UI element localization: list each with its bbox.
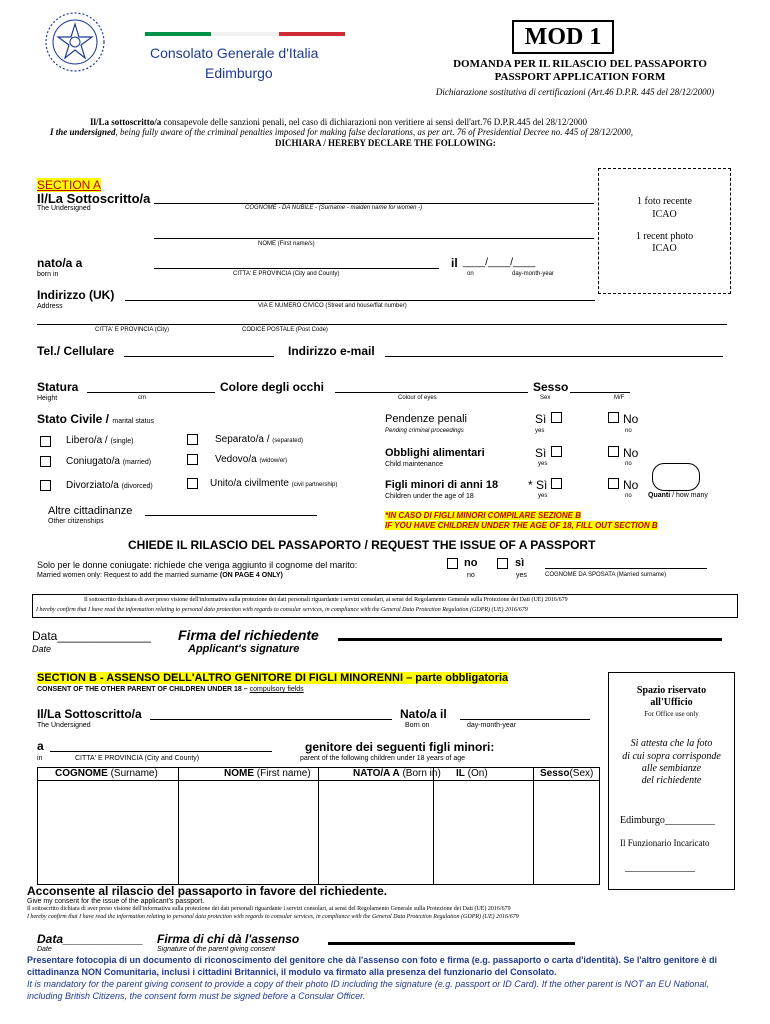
separated-checkbox[interactable]: [187, 434, 198, 445]
declare-line: DICHIARA / HEREBY DECLARE THE FOLLOWING:: [275, 138, 496, 148]
other-citizenships-field[interactable]: [145, 515, 317, 516]
b-undersigned-en: The Undersigned: [37, 722, 91, 729]
minors-count-label: Quanti / how many: [648, 492, 708, 499]
city-postcode-field[interactable]: [37, 324, 727, 325]
height-field[interactable]: [87, 392, 215, 393]
married-no-en: no: [467, 572, 475, 579]
date-b-en: Date: [37, 946, 52, 953]
flag-stripe: [145, 32, 345, 36]
civil-status-label: Stato Civile / marital status: [37, 412, 154, 426]
born-label: nato/a a: [37, 256, 83, 270]
signature-a-field[interactable]: [338, 638, 722, 641]
minors-no-en: no: [625, 493, 632, 499]
office-attest-4: del richiedente: [641, 775, 702, 786]
mod-box: [512, 20, 614, 54]
signature-a-label: Firma del richiedente: [178, 627, 319, 643]
married-surname-caption: COGNOME DA SPOSATA (Married surname): [545, 572, 667, 578]
b-birthplace-field[interactable]: [50, 751, 272, 752]
maintenance-no-checkbox[interactable]: [608, 446, 619, 457]
penal-en: Pending criminal proceedings: [385, 428, 464, 434]
consulate-name: Consolato Generale d'Italia: [150, 45, 319, 61]
tel-field[interactable]: [124, 356, 274, 357]
b-in: in: [37, 755, 43, 762]
office-title-1: Spazio riservato: [636, 685, 707, 696]
mf-caption: M/F: [614, 395, 625, 401]
maintenance-yes-checkbox[interactable]: [551, 446, 562, 457]
born-en: born in: [37, 271, 59, 278]
intro-it: Il/La sottoscritto/a consapevole delle sanzioni penali, nel caso di dichiarazioni non veritiere ai sensi dell'art.76 D.P.R.445 del 28/12/2000: [90, 117, 588, 127]
title-en: PASSPORT APPLICATION FORM: [494, 71, 666, 83]
first-name-field[interactable]: [154, 238, 594, 239]
subtitle: Dichiarazione sostitutiva di certificazioni (Art.46 D.P.R. 445 del 28/12/2000): [435, 87, 715, 97]
address-en: Address: [37, 303, 63, 310]
office-attest-3: alle sembianze: [641, 763, 702, 774]
section-b-consent: CONSENT OF THE OTHER PARENT OF CHILDREN UNDER 18 – compulsory fields: [37, 686, 304, 693]
office-use: For Office use only: [644, 710, 699, 718]
date-a-en: Date: [32, 644, 52, 654]
married-yes-en: yes: [516, 572, 527, 579]
email-field[interactable]: [385, 356, 723, 357]
b-city-caption: CITTA' E PROVINCIA (City and County): [75, 755, 200, 762]
col-surname: COGNOME (Surname): [55, 768, 158, 779]
date-a-label[interactable]: Data______________: [32, 629, 151, 643]
widowed-checkbox[interactable]: [187, 454, 198, 465]
minors-yes-label: * Sì: [528, 478, 548, 492]
privacy-a-en: I hereby confirm that I have read the information relating to personal data protection with regards to consular services, in compliance with the General Data Protection Regulation (GDPR) (UE) 2016/679: [36, 607, 528, 613]
minors-count-field[interactable]: [652, 463, 700, 491]
city-caption: CITTA' E PROVINCIA (City): [95, 327, 170, 333]
date-b-label[interactable]: Data____________: [37, 932, 144, 946]
signature-b-en: Signature of the parent giving consent: [157, 946, 275, 953]
penal-no-en: no: [625, 428, 632, 434]
b-parent-label: genitore dei seguenti figli minori:: [305, 740, 495, 754]
photo-it-1: 1 foto recente: [637, 196, 692, 207]
height-label: Statura: [37, 380, 79, 394]
surname-field[interactable]: [154, 203, 594, 204]
b-name-field[interactable]: [150, 719, 392, 720]
b-a-label: a: [37, 739, 44, 753]
minors-en: Children under the age of 18: [385, 493, 474, 500]
tel-label: Tel./ Cellulare: [37, 344, 115, 358]
footer-en: It is mandatory for the parent giving consent to provide a copy of their photo ID including the signature (e.g. passport or ID Card). If the other parent is NOT an EU National, including British Citizens, the consent form must be signed before a Consular Officer.: [27, 979, 709, 1001]
divorced-label: Divorziato/a (divorced): [66, 480, 153, 491]
b-birthdate-field[interactable]: [460, 719, 590, 720]
privacy-a-it: Il sottoscritto dichiara di aver preso visione dell'informativa sulla protezione dei dati personali riguardante i servizi consolari, ai sensi del Regolamento Generale sulla Protezione dei Dati (UE) 2016/679: [84, 597, 568, 603]
consent-title: Acconsente al rilascio del passaporto in favore del richiedente.: [27, 884, 388, 898]
office-officer-line: ______________: [625, 862, 695, 873]
col-name: NOME (First name): [224, 768, 311, 779]
sex-en: Sex: [540, 395, 551, 401]
minors-note-en: IF YOU HAVE CHILDREN UNDER THE AGE OF 18, FILL OUT SECTION B: [385, 521, 658, 530]
title-it: DOMANDA PER IL RILASCIO DEL PASSAPORTO: [453, 58, 707, 70]
postcode-caption: CODICE POSTALE (Post Code): [242, 327, 328, 333]
maintenance-en: Child maintenance: [385, 461, 443, 468]
surname-caption: COGNOME - DA NUBILE - (Surname - maiden name for women -): [245, 205, 423, 211]
partnership-checkbox[interactable]: [187, 478, 198, 489]
consent-privacy-it: Il sottoscritto dichiara di aver preso visione dell'informativa sulla protezione dei dati personali riguardante i servizi consolari, ai sensi del Regolamento Generale sulla Protezione dei Dati (UE) 2016/679: [27, 906, 511, 912]
signature-a-en: Applicant's signature: [188, 643, 300, 655]
dmy-caption: day-month-year: [512, 271, 555, 277]
col-born: NATO/A A (Born in): [353, 768, 441, 779]
birthdate-field[interactable]: ____/____/____: [463, 257, 536, 268]
maintenance-no-en: no: [625, 461, 632, 467]
office-attest-2: di cui sopra corrisponde: [622, 751, 721, 762]
undersigned-label: Il/La Sottoscritto/a: [37, 191, 151, 206]
eyes-field[interactable]: [335, 392, 528, 393]
married-surname-yes-label: sì: [515, 557, 525, 569]
intro-en: I the undersigned, being fully aware of the criminal penalties imposed for making false declarations, as per art. 76 of Presidential Decree no. 445 of 28/12/2000,: [50, 127, 633, 137]
minors-no-checkbox[interactable]: [608, 478, 619, 489]
divorced-checkbox[interactable]: [40, 480, 51, 491]
b-dmy: day-month-year: [467, 722, 517, 729]
il-label: il: [451, 256, 458, 270]
b-born-label: Nato/a il: [400, 707, 447, 721]
emblem-icon: [42, 8, 108, 78]
married-surname-no-label: no: [464, 557, 478, 569]
section-b-heading: SECTION B - ASSENSO DELL'ALTRO GENITORE DI FIGLI MINORENNI – parte obbligatoria: [37, 672, 509, 684]
mod-label: MOD 1: [524, 24, 602, 50]
minors-no-label: No: [623, 478, 639, 492]
street-field[interactable]: [125, 300, 595, 301]
photo-it-2: ICAO: [652, 209, 677, 220]
photo-en-1: 1 recent photo: [635, 231, 694, 242]
maintenance-label: Obblighi alimentari: [385, 447, 485, 459]
married-surname-field[interactable]: [545, 568, 707, 569]
footer-it: Presentare fotocopia di un documento di riconoscimento del genitore che dà l'assenso con foto e firma (e.g. passaporto o carta d'identità). Se l'altro genitore è di cittadinanza NON Comunitaria, inclusi i cittadini Britannici, il modulo va firmato alla presenza del funzionario del Consolato.: [27, 955, 718, 977]
married-label: Coniugato/a (married): [66, 456, 152, 467]
birthplace-caption: CITTA' E PROVINCIA (City and County): [233, 271, 340, 277]
penal-no-label: No: [623, 412, 639, 426]
minors-yes-checkbox[interactable]: [551, 478, 562, 489]
maintenance-yes-en: yes: [538, 461, 548, 467]
cm-caption: cm: [138, 395, 146, 401]
other-citizenships-en: Other citizenships: [48, 518, 104, 525]
photo-en-2: ICAO: [652, 243, 677, 254]
section-a-heading: SECTION A: [37, 178, 102, 192]
request-title: CHIEDE IL RILASCIO DEL PASSAPORTO / REQUEST THE ISSUE OF A PASSPORT: [128, 538, 596, 552]
office-edinburgh: Edimburgo__________: [620, 815, 715, 826]
on-caption: on: [467, 271, 474, 277]
signature-b-label: Firma di chi dà l'assenso: [157, 932, 300, 946]
email-label: Indirizzo e-mail: [288, 344, 375, 358]
partnership-label: Unito/a civilmente (civil partnership): [210, 478, 338, 489]
eyes-label: Colore degli occhi: [220, 380, 325, 394]
married-question-en: Married women only: Request to add the married surname (ON PAGE 4 ONLY): [37, 572, 283, 579]
penal-label: Pendenze penali: [385, 413, 467, 425]
married-surname-no-checkbox[interactable]: [447, 558, 458, 569]
col-on: IL (On): [456, 768, 488, 779]
married-surname-yes-checkbox[interactable]: [497, 558, 508, 569]
eyes-en: Colour of eyes: [398, 395, 437, 401]
b-undersigned-label: Il/La Sottoscritto/a: [37, 707, 142, 721]
widowed-label: Vedovo/a (widow/er): [215, 454, 288, 465]
b-born-en: Born on: [405, 722, 430, 729]
penal-yes-label: Sì: [535, 412, 547, 426]
single-checkbox[interactable]: [40, 436, 51, 447]
height-en: Height: [37, 395, 58, 402]
consent-privacy-en: I hereby confirm that I have read the information relating to personal data protection with regards to consular services, in compliance with the General Data Protection Regulation (GDPR) (UE) 2016/679: [27, 914, 519, 920]
married-checkbox[interactable]: [40, 456, 51, 467]
table-row[interactable]: [38, 782, 599, 884]
maintenance-no-label: No: [623, 446, 639, 460]
office-attest-1: Si attesta che la foto: [630, 738, 713, 749]
sex-field[interactable]: [570, 392, 630, 393]
signature-b-field[interactable]: [328, 942, 575, 945]
other-citizenships-label: Altre cittadinanze: [48, 505, 133, 517]
minors-note-it: *IN CASO DI FIGLI MINORI COMPILARE SEZIONE B: [385, 511, 582, 520]
col-sex: Sesso(Sex): [540, 768, 594, 779]
address-label: Indirizzo (UK): [37, 288, 115, 302]
married-question: Solo per le donne coniugate: richiede che venga aggiunto il cognome del marito:: [37, 560, 358, 570]
maintenance-yes-label: Sì: [535, 446, 547, 460]
undersigned-en: The Undersigned: [37, 205, 91, 212]
consulate-city: Edimburgo: [205, 65, 273, 81]
consent-en: Give my consent for the issue of the applicant's passport.: [27, 898, 205, 905]
minors-label: Figli minori di anni 18: [385, 479, 499, 491]
penal-no-checkbox[interactable]: [608, 412, 619, 423]
b-parent-en: parent of the following children under 18 years of age: [300, 755, 465, 762]
separated-label: Separato/a / (separated): [215, 434, 303, 445]
office-officer: Il Funzionario Incaricato: [620, 838, 710, 848]
single-label: Libero/a / (single): [66, 435, 134, 446]
minors-yes-en: yes: [538, 493, 548, 499]
birthplace-field[interactable]: [154, 268, 439, 269]
sex-label: Sesso: [533, 380, 569, 394]
penal-yes-en: yes: [535, 428, 545, 434]
first-name-caption: NOME (First name/s): [258, 241, 315, 247]
penal-yes-checkbox[interactable]: [551, 412, 562, 423]
office-title-2: all'Ufficio: [650, 697, 693, 708]
street-caption: VIA E NUMERO CIVICO (Street and house/flat number): [258, 303, 407, 309]
